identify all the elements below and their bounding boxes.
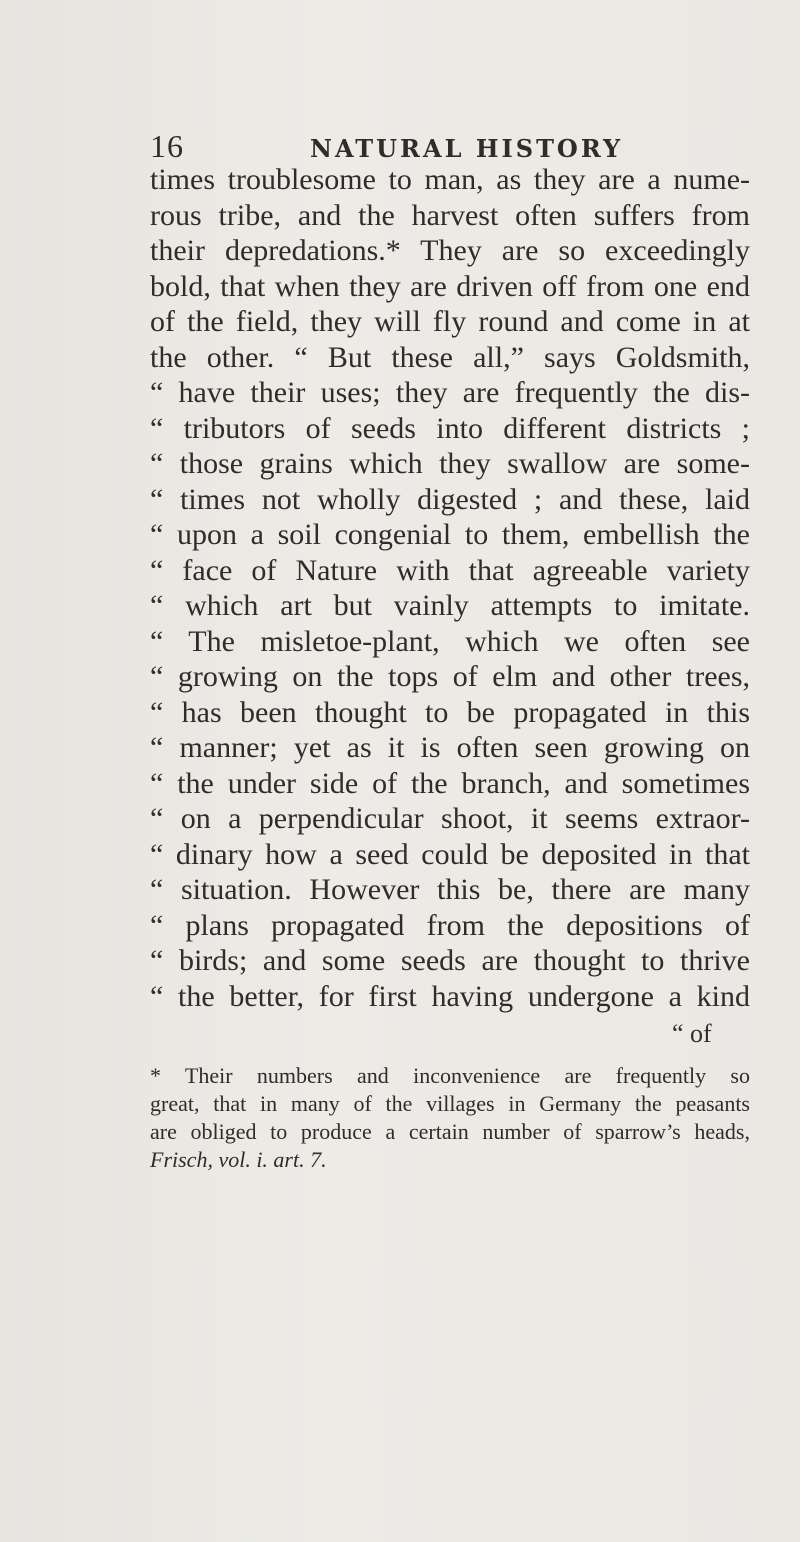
footnote-line: great, that in many of the villages in Germany the peasants [150,1091,750,1116]
text-line: “ on a perpendicular shoot, it seems extraor- [150,802,750,835]
text-line: “ those grains which they swallow are some- [150,447,750,480]
text-line: “ The misletoe-plant, which we often see [150,624,750,658]
text-line: “ have their uses; they are frequently the dis- [150,376,750,409]
footnote-citation: Frisch, vol. i. art. 7. [150,1147,327,1172]
footnote-line: are obliged to produce a certain number of sparrow’s heads, [150,1119,750,1144]
text-line: “ the better, for first having undergone a kind [150,979,750,1013]
running-title: NATURAL HISTORY [310,134,624,163]
catchword: “ of [672,1019,712,1048]
text-line: “ which art but vainly attempts to imitate. [150,589,750,622]
text-line: of the field, they will fly round and come in at [150,305,750,338]
text-line: “ face of Nature with that agreeable variety [150,553,750,587]
text-line: “ tributors of seeds into different districts ; [150,411,750,445]
body-text [150,162,750,1014]
text-line: “ dinary how a seed could be deposited in that [150,837,750,871]
text-line: “ has been thought to be propagated in this [150,695,750,729]
text-line: “ the under side of the branch, and sometimes [150,766,750,800]
text-line: “ times not wholly digested ; and these, laid [150,482,750,516]
text-line: “ growing on the tops of elm and other trees, [150,660,750,693]
text-line: “ situation. However this be, there are many [150,873,750,906]
page-number: 16 [150,128,184,164]
text-line: “ upon a soil congenial to them, embellish the [150,518,750,551]
text-line: “ birds; and some seeds are thought to thrive [150,944,750,977]
text-line: rous tribe, and the harvest often suffers from [150,198,750,232]
footnote [150,1062,750,1174]
text-line: times troublesome to man, as they are a nume- [150,163,750,196]
text-line: “ manner; yet as it is often seen growing on [150,731,750,764]
text-line: the other. “ But these all,” says Goldsmith, [150,340,750,374]
text-line: their depredations.* They are so exceedingly [150,234,750,267]
text-line: “ plans propagated from the depositions of [150,908,750,942]
footnote-line: * Their numbers and inconvenience are frequently so [150,1063,750,1088]
text-line: bold, that when they are driven off from one end [150,269,750,303]
